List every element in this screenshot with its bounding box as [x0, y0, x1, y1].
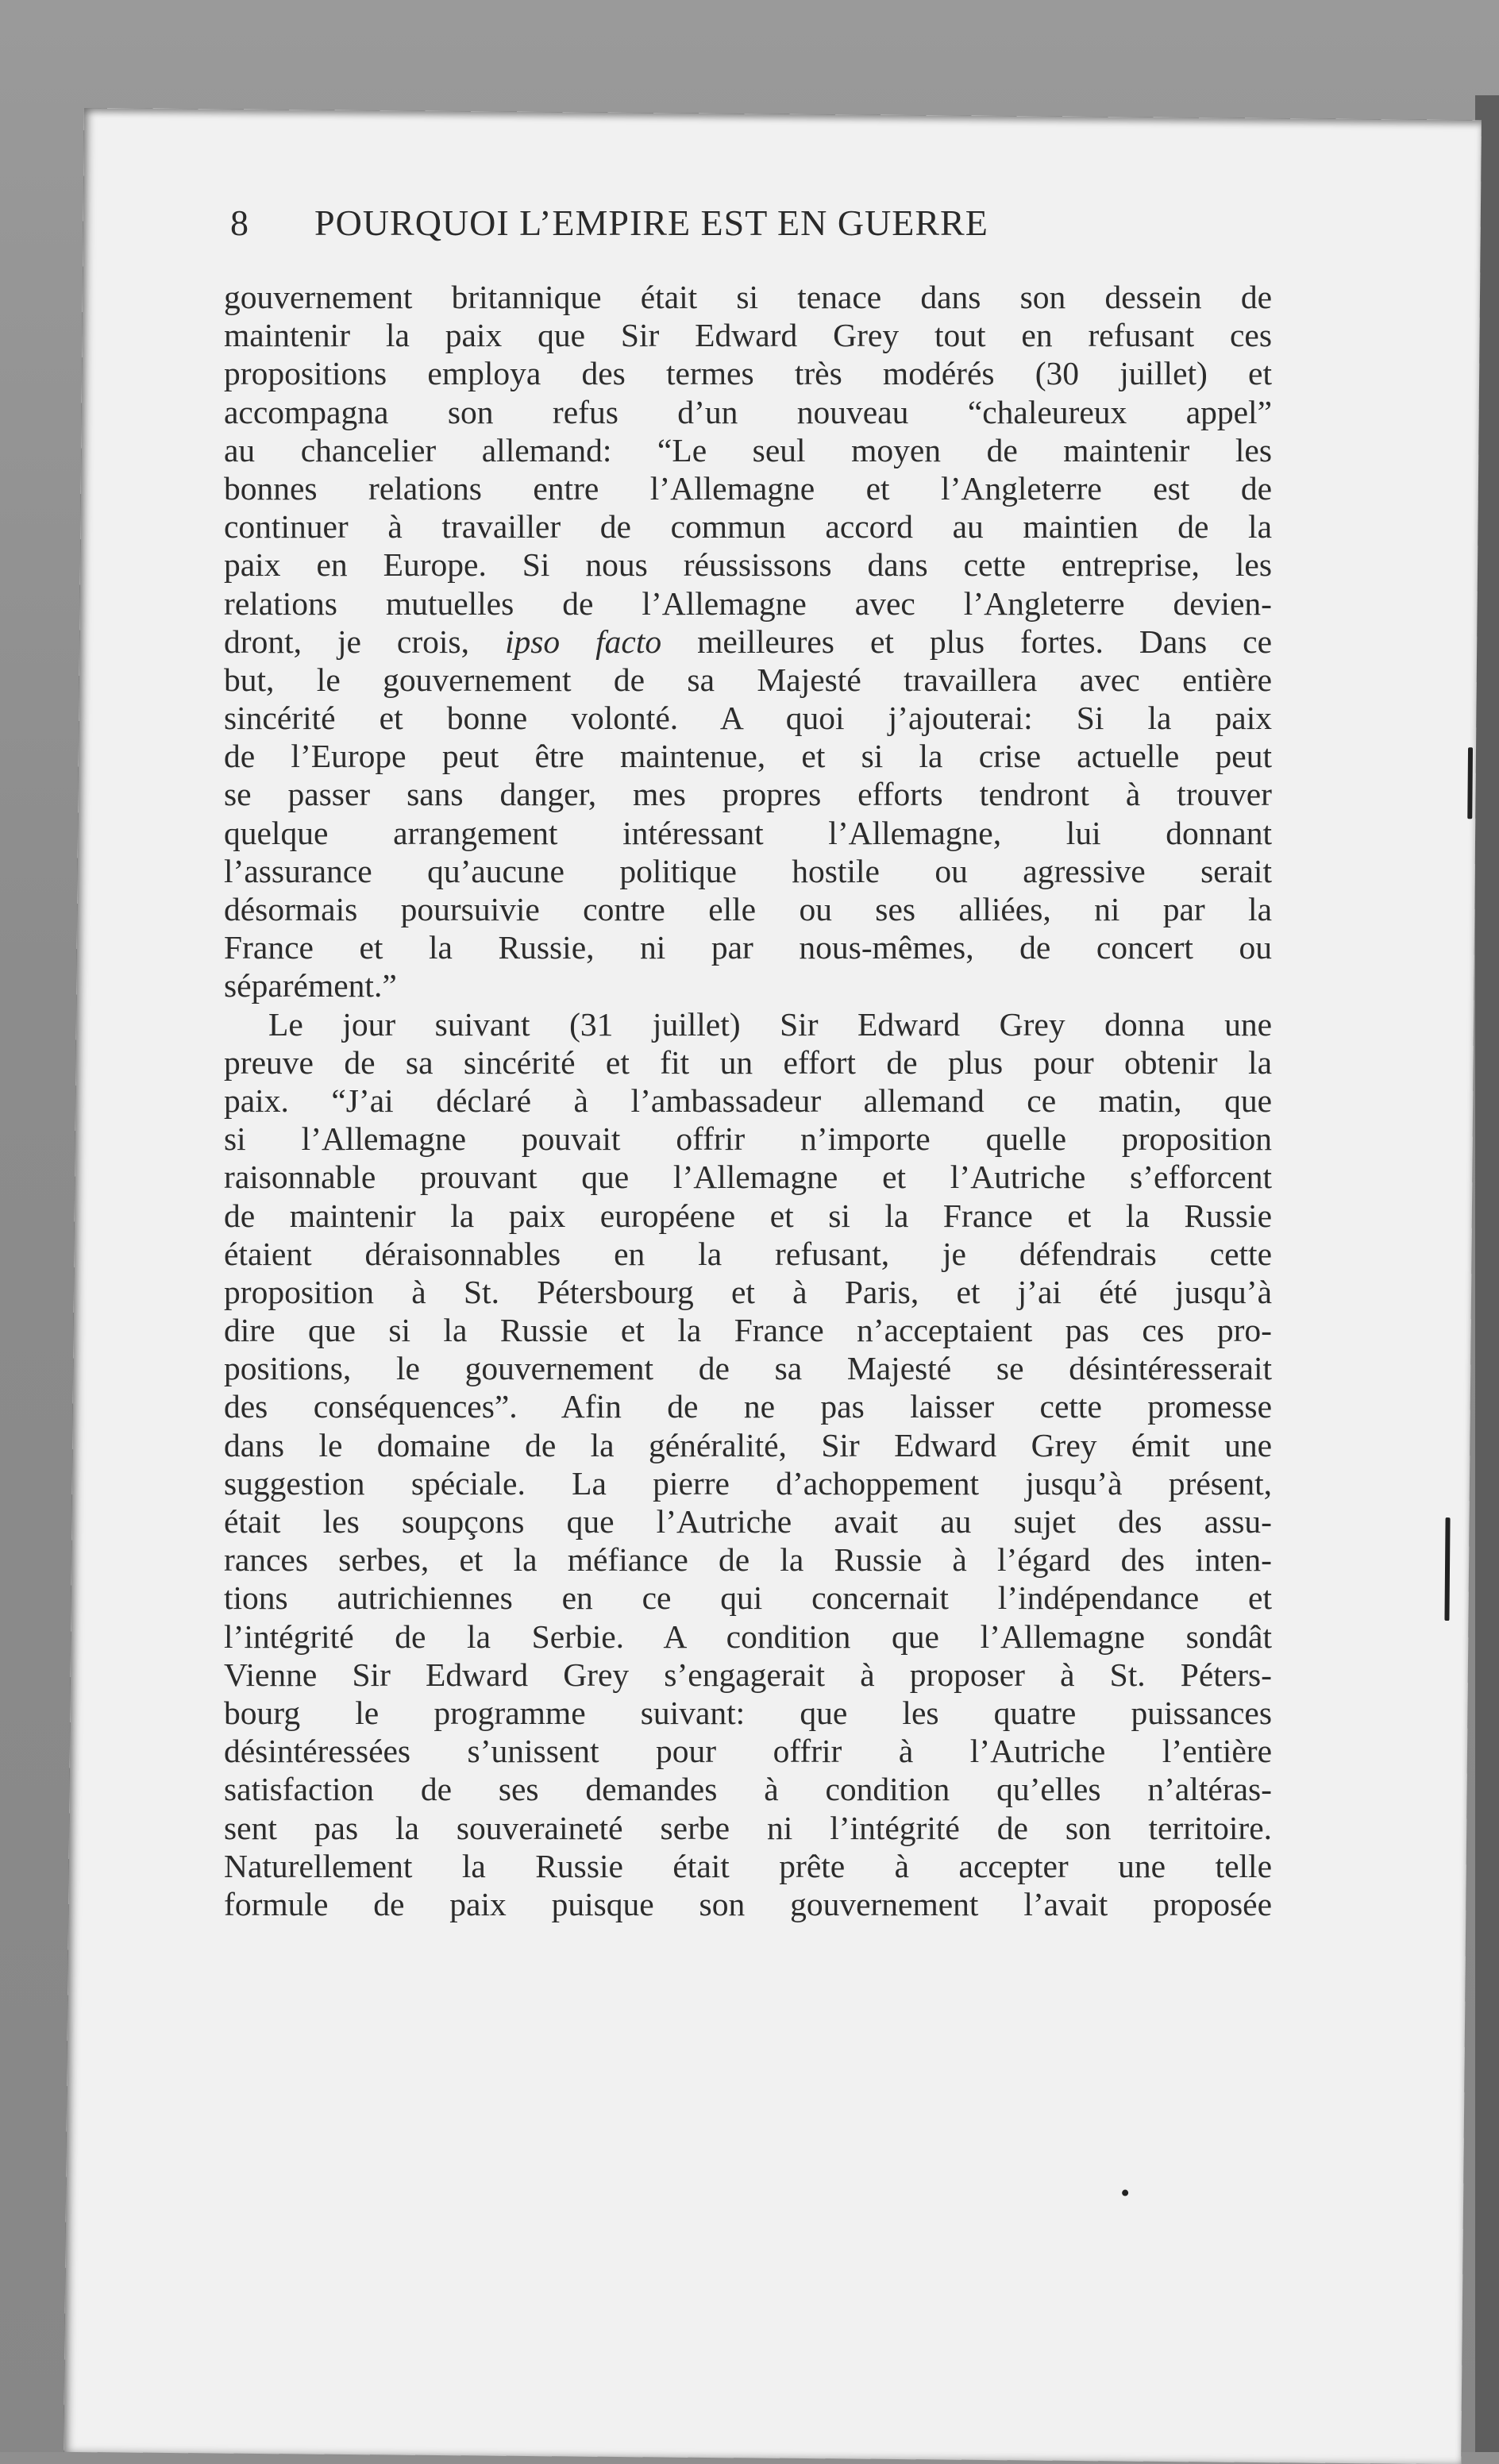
- text-line: étaient déraisonnables en la refusant, je défendrais cette: [224, 1235, 1272, 1272]
- body-text: [224, 278, 1272, 1923]
- text-line: séparément.”: [224, 967, 397, 1004]
- text-line: rances serbes, et la méfiance de la Russie à l’égard des inten-: [224, 1541, 1272, 1579]
- text-line: sent pas la souveraineté serbe ni l’intégrité de son territoire.: [224, 1809, 1272, 1846]
- text-line: gouvernement britannique était si tenace dans son dessein de: [224, 279, 1272, 315]
- text-line: formule de paix puisque son gouvernement l’avait proposée: [224, 1885, 1272, 1922]
- text-line: Vienne Sir Edward Grey s’engagerait à proposer à St. Péters-: [224, 1656, 1272, 1693]
- text-line: Naturellement la Russie était prête à accepter une telle: [224, 1847, 1272, 1884]
- text-line: relations mutuelles de l’Allemagne avec l’Angleterre devien-: [224, 584, 1272, 622]
- running-title: POURQUOI L’EMPIRE EST EN GUERRE: [314, 202, 988, 243]
- text-line: l’assurance qu’aucune politique hostile ou agressive serait: [224, 852, 1272, 889]
- text-line: bonnes relations entre l’Allemagne et l’Angleterre est de: [224, 469, 1272, 507]
- text-line: but, le gouvernement de sa Majesté travaillera avec entière: [224, 661, 1272, 698]
- page-edge-shadow: [1475, 95, 1499, 2452]
- text-line: France et la Russie, ni par nous-mêmes, de concert ou: [224, 929, 1272, 966]
- text-line: preuve de sa sincérité et fit un effort de plus pour obtenir la: [224, 1043, 1272, 1081]
- text-line: désormais poursuivie contre elle ou ses alliées, ni par la: [224, 891, 1272, 927]
- text-line: sincérité et bonne volonté. A quoi j’ajouterai: Si la paix: [224, 700, 1272, 737]
- text-line: bourg le programme suivant: que les quatre puissances: [224, 1694, 1272, 1731]
- text-line: l’intégrité de la Serbie. A condition que l’Allemagne sondât: [224, 1618, 1272, 1655]
- text-segment: meilleures et plus fortes. Dans ce: [697, 623, 1273, 660]
- text-line: se passer sans danger, mes propres efforts tendront à trouver: [224, 776, 1272, 813]
- text-line-with-italic: [224, 623, 1272, 661]
- paragraph-1: [224, 278, 1272, 1005]
- ink-speck: [1122, 2190, 1128, 2196]
- text-line: était les soupçons que l’Autriche avait au sujet des assu-: [224, 1503, 1272, 1540]
- text-line: au chancelier allemand: “Le seul moyen de maintenir les: [224, 431, 1272, 469]
- text-line: Le jour suivant (31 juillet) Sir Edward Grey donna une: [268, 1005, 1272, 1043]
- text-line: dans le domaine de la généralité, Sir Edward Grey émit une: [224, 1426, 1272, 1463]
- text-line: satisfaction de ses demandes à condition qu’elles n’altéras-: [224, 1771, 1272, 1808]
- text-line: dire que si la Russie et la France n’acceptaient pas ces pro-: [224, 1312, 1272, 1349]
- text-line: de maintenir la paix européene et si la France et la Russie: [224, 1197, 1272, 1234]
- text-line: raisonnable prouvant que l’Allemagne et l’Autriche s’efforcent: [224, 1159, 1272, 1196]
- italic-phrase: ipso facto: [504, 623, 662, 660]
- text-line: paix. “J’ai déclaré à l’ambassadeur allemand ce matin, que: [224, 1082, 1272, 1119]
- text-line: paix en Europe. Si nous réussissons dans cette entreprise, les: [224, 546, 1272, 584]
- ink-speck: [1444, 1517, 1450, 1621]
- text-line: proposition à St. Pétersbourg et à Paris, et j’ai été jusqu’à: [224, 1273, 1272, 1310]
- text-line: continuer à travailler de commun accord au maintien de la: [224, 508, 1272, 546]
- text-line: tions autrichiennes en ce qui concernait l’indépendance et: [224, 1579, 1272, 1617]
- text-line: de l’Europe peut être maintenue, et si la crise actuelle peut: [224, 738, 1272, 775]
- text-line: désintéressées s’unissent pour offrir à l’Autriche l’entière: [224, 1733, 1272, 1770]
- text-line: si l’Allemagne pouvait offrir n’importe quelle proposition: [224, 1120, 1272, 1158]
- text-line: propositions employa des termes très modérés (30 juillet) et: [224, 355, 1272, 392]
- text-line: positions, le gouvernement de sa Majesté se désintéresserait: [224, 1350, 1272, 1387]
- page-number: 8: [230, 202, 249, 243]
- paragraph-2: [224, 1005, 1272, 1924]
- text-line: suggestion spéciale. La pierre d’achoppement jusqu’à présent,: [224, 1464, 1272, 1502]
- text-line: maintenir la paix que Sir Edward Grey tout en refusant ces: [224, 317, 1272, 354]
- text-line: accompagna son refus d’un nouveau “chaleureux appel”: [224, 393, 1272, 430]
- ink-speck: [1467, 747, 1473, 819]
- text-line: quelque arrangement intéressant l’Allemagne, lui donnant: [224, 814, 1272, 851]
- text-segment: dront, je crois,: [224, 623, 469, 660]
- text-line: des conséquences”. Afin de ne pas laisser cette promesse: [224, 1388, 1272, 1425]
- running-header: [230, 202, 1167, 244]
